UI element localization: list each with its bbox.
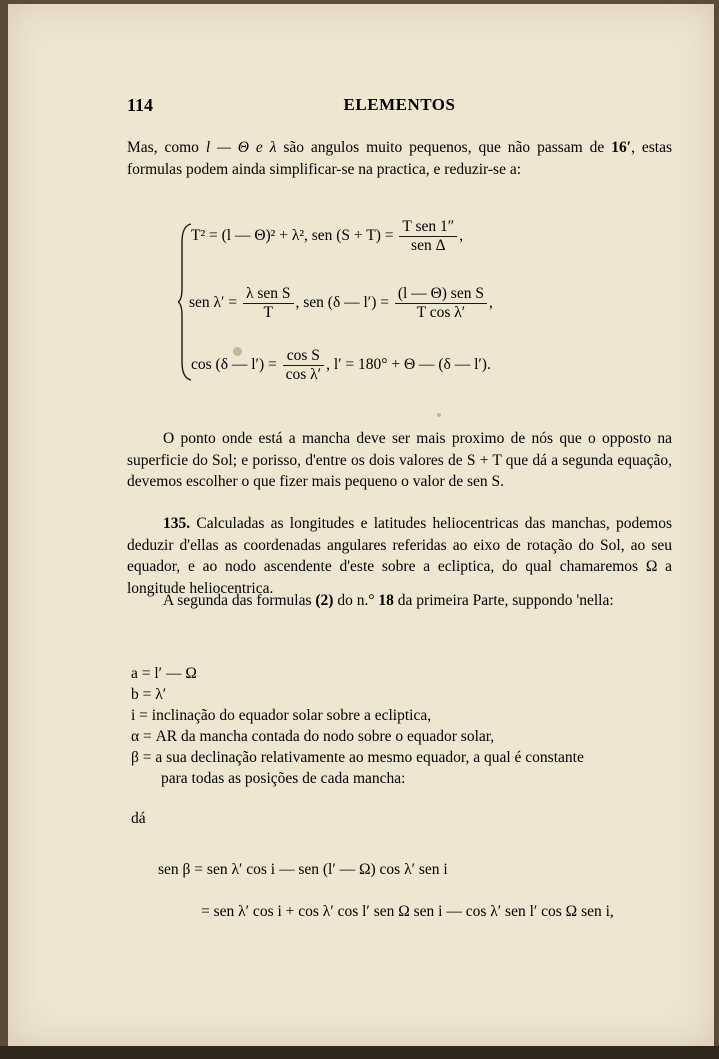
final-formula-line-1: sen β = sen λ′ cos i — sen (l′ — Ω) cos λ′ sen i bbox=[158, 861, 448, 878]
paragraph-second-formula: A segunda das formulas (2) do n.° 18 da primeira Parte, suppondo 'nella: bbox=[163, 592, 614, 609]
formula-line-3: cos (δ — l′) = $\frac{\text{cos S}}{\text{cos λ′}}$ , l′ = 180° + Θ — (δ — l′). bbox=[191, 347, 491, 383]
section-number: 135. bbox=[163, 515, 191, 532]
formula-line-2: sen λ′ = $\frac{\text{λ sen S}}{T}$ , sen (δ — l′) = $\frac{\text{(l — Θ) sen S}}{\text{T cos λ′}}$ , bbox=[189, 285, 493, 321]
formula-line-1: T² = (l — Θ)² + λ², sen (S + T) = $\frac{\text{T sen 1″}}{\text{sen Δ}}$ , bbox=[191, 218, 464, 254]
intro-paragraph: Mas, como l — Θ e λ são angulos muito pequenos, que não passam de 16′, estas formulas podem ainda simplificar-se na practica, e reduzir-se a: bbox=[127, 139, 672, 178]
paper-stain bbox=[437, 413, 441, 417]
definition-a: a = l′ — Ω bbox=[131, 665, 197, 682]
fraction: $\frac{\text{T sen 1″}}{\text{sen Δ}}$ bbox=[399, 218, 457, 255]
word-da: dá bbox=[131, 810, 146, 827]
fraction: $\frac{\text{λ sen S}}{T}$ bbox=[243, 285, 294, 322]
paragraph-135: 135. Calculadas as longitudes e latitudes heliocentricas das manchas, podemos deduzir d'ellas as coordenadas angulares referidas ao eixo de rotação do Sol, ao seu equador, e ao nodo ascendente d'este sobre a ecliptica, do qual chamaremos Ω a longitude heliocentrica. bbox=[127, 515, 672, 597]
page-header bbox=[127, 95, 672, 121]
definitions-list bbox=[131, 663, 584, 789]
definition-b: b = λ′ bbox=[131, 686, 167, 703]
fraction: $\frac{\text{(l — Θ) sen S}}{\text{T cos λ′}}$ bbox=[395, 285, 487, 322]
final-formula-line-2: = sen λ′ cos i + cos λ′ cos l′ sen Ω sen i — cos λ′ sen l′ cos Ω sen i, bbox=[201, 903, 614, 920]
page-bottom-edge bbox=[0, 1046, 719, 1059]
paragraph-nearest-point: O ponto onde está a mancha deve ser mais proximo de nós que o opposto na superficie do Sol; e porisso, d'entre os dois valores de S + T que dá a segunda equação, devemos escolher o que fizer mais pequeno o valor de sen S. bbox=[127, 430, 672, 490]
definition-beta-cont: para todas as posições de cada mancha: bbox=[161, 770, 406, 787]
definition-alpha: α = AR da mancha contada do nodo sobre o equador solar, bbox=[131, 728, 495, 745]
definition-beta: β = a sua declinação relativamente ao mesmo equador, a qual é constante bbox=[131, 749, 584, 766]
running-title: ELEMENTOS bbox=[343, 95, 456, 114]
fraction: $\frac{\text{cos S}}{\text{cos λ′}}$ bbox=[283, 347, 324, 384]
page-number: 114 bbox=[127, 95, 154, 115]
definition-i: i = inclinação do equador solar sobre a ecliptica, bbox=[131, 707, 432, 724]
